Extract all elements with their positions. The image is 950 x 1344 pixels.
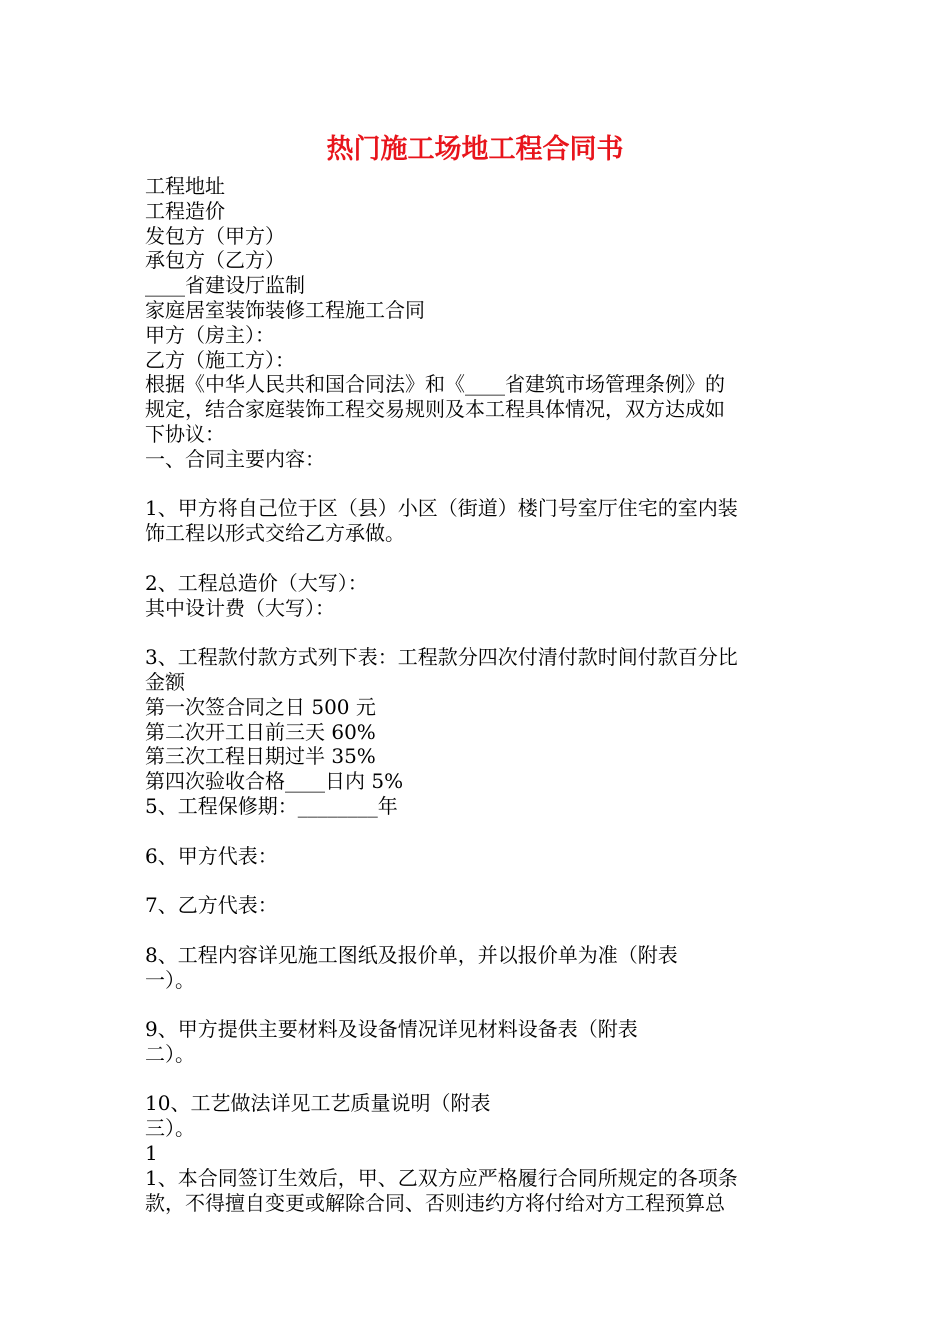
text-line: 规定，结合家庭装饰工程交易规则及本工程具体情况，双方达成如 bbox=[145, 397, 725, 422]
text-line: 第一次签合同之日 500 元 bbox=[145, 694, 376, 719]
text-line: 工程造价 bbox=[145, 198, 225, 223]
document-title: 热门施工场地工程合同书 bbox=[326, 134, 624, 165]
text-line: 其中设计费（大写）： bbox=[145, 595, 335, 620]
text-line: 1 bbox=[145, 1141, 158, 1166]
blank-line bbox=[145, 992, 815, 1017]
text-line: 承包方（乙方） bbox=[145, 248, 285, 273]
text-line: 1、甲方将自己位于区（县）小区（街道）楼门号室厅住宅的室内装 bbox=[145, 496, 738, 521]
text-line: 2、工程总造价（大写）： bbox=[145, 570, 368, 595]
blank-line bbox=[145, 1067, 815, 1092]
text-line: 第三次工程日期过半 35% bbox=[145, 744, 376, 769]
text-line: 家庭居室装饰装修工程施工合同 bbox=[145, 297, 425, 322]
text-line: 三）。 bbox=[145, 1116, 195, 1141]
blank-line bbox=[145, 819, 815, 844]
text-line: 二）。 bbox=[145, 1041, 195, 1066]
text-line: 8、工程内容详见施工图纸及报价单，并以报价单为准（附表 bbox=[145, 942, 678, 967]
text-line: 10、工艺做法详见工艺质量说明（附表 bbox=[145, 1091, 491, 1116]
blank-line bbox=[145, 918, 815, 943]
text-line: 款，不得擅自变更或解除合同、否则违约方将付给对方工程预算总 bbox=[145, 1190, 725, 1215]
text-line: 5、工程保修期：________年 bbox=[145, 793, 398, 818]
text-line: 第二次开工日前三天 60% bbox=[145, 719, 376, 744]
document-body bbox=[145, 174, 815, 1215]
text-line: 6、甲方代表： bbox=[145, 843, 278, 868]
text-line: 发包方（甲方） bbox=[145, 223, 285, 248]
text-line: 工程地址 bbox=[145, 174, 225, 198]
blank-line bbox=[145, 868, 815, 893]
text-line: 饰工程以形式交给乙方承做。 bbox=[145, 521, 405, 546]
text-line: 根据《中华人民共和国合同法》和《____省建筑市场管理条例》的 bbox=[145, 372, 725, 397]
text-line: 金额 bbox=[145, 669, 185, 694]
text-line: 1、本合同签订生效后，甲、乙双方应严格履行合同所规定的各项条 bbox=[145, 1165, 738, 1190]
text-line: 下协议： bbox=[145, 421, 225, 446]
text-line: 一）。 bbox=[145, 967, 195, 992]
text-line: 乙方（施工方）： bbox=[145, 347, 295, 372]
blank-line bbox=[145, 472, 815, 497]
text-line: 7、乙方代表： bbox=[145, 893, 278, 918]
text-line: 一、合同主要内容： bbox=[145, 446, 325, 471]
blank-line bbox=[145, 546, 815, 571]
text-line: 3、工程款付款方式列下表：工程款分四次付清付款时间付款百分比 bbox=[145, 645, 738, 670]
text-line: ____省建设厅监制 bbox=[145, 273, 305, 298]
text-line: 甲方（房主）： bbox=[145, 322, 275, 347]
blank-line bbox=[145, 620, 815, 645]
text-line: 9、甲方提供主要材料及设备情况详见材料设备表（附表 bbox=[145, 1017, 638, 1042]
text-line: 第四次验收合格____日内 5% bbox=[145, 769, 404, 794]
